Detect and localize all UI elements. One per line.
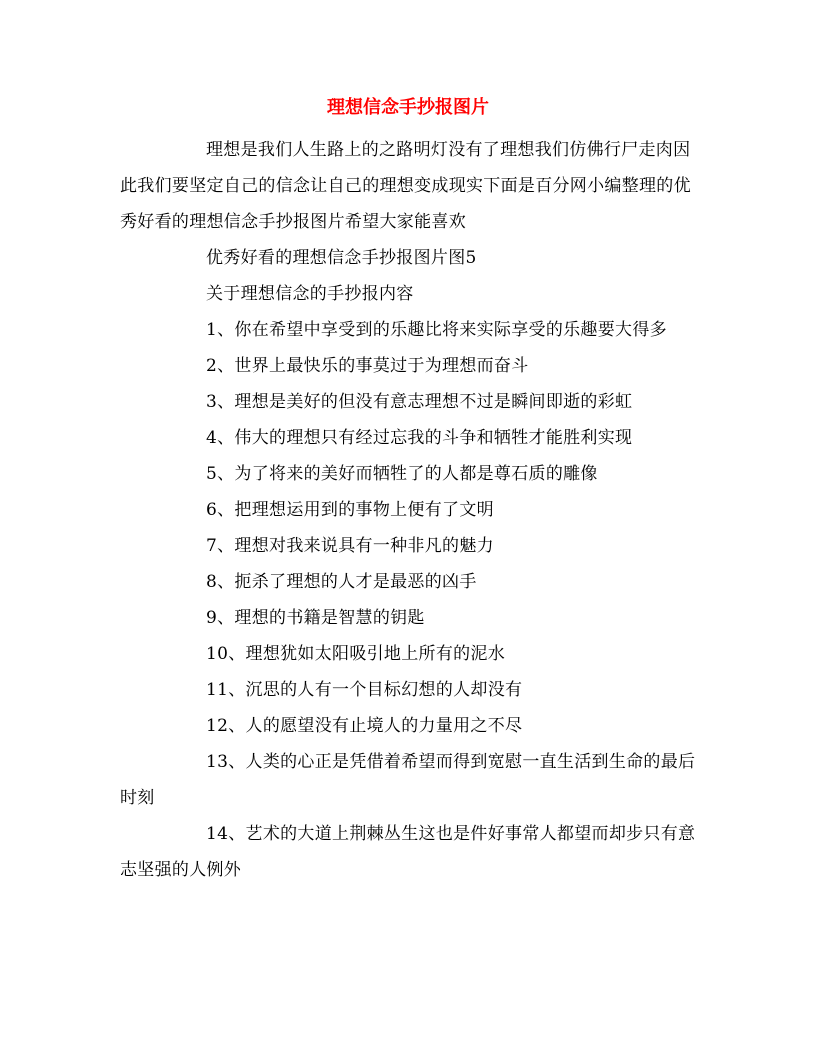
list-item: 8、扼杀了理想的人才是最恶的凶手 — [206, 572, 477, 592]
list-item: 3、理想是美好的但没有意志理想不过是瞬间即逝的彩虹 — [206, 392, 633, 412]
list-item: 14、艺术的大道上荆棘丛生这也是件好事常人都望而却步只有意志坚强的人例外 — [120, 824, 696, 880]
document-title: 理想信念手抄报图片 — [327, 97, 489, 118]
list-item: 2、世界上最快乐的事莫过于为理想而奋斗 — [206, 356, 529, 376]
document-body — [120, 132, 700, 888]
list-item: 1、你在希望中享受到的乐趣比将来实际享受的乐趣要大得多 — [206, 320, 667, 340]
list-item: 11、沉思的人有一个目标幻想的人却没有 — [206, 680, 523, 700]
section-heading: 关于理想信念的手抄报内容 — [206, 284, 414, 304]
list-item: 12、人的愿望没有止境人的力量用之不尽 — [206, 716, 523, 736]
list-item: 7、理想对我来说具有一种非凡的魅力 — [206, 536, 494, 556]
list-item: 5、为了将来的美好而牺牲了的人都是尊石质的雕像 — [206, 464, 598, 484]
intro-paragraph: 理想是我们人生路上的之路明灯没有了理想我们仿佛行尸走肉因此我们要坚定自己的信念让自己的理想变成现实下面是百分网小编整理的优秀好看的理想信念手抄报图片希望大家能喜欢 — [120, 140, 691, 232]
list-item: 9、理想的书籍是智慧的钥匙 — [206, 608, 425, 628]
list-item: 10、理想犹如太阳吸引地上所有的泥水 — [206, 644, 506, 664]
list-item: 13、人类的心正是凭借着希望而得到宽慰一直生活到生命的最后时刻 — [120, 752, 696, 808]
list-item: 6、把理想运用到的事物上便有了文明 — [206, 500, 494, 520]
list-item: 4、伟大的理想只有经过忘我的斗争和牺牲才能胜利实现 — [206, 428, 633, 448]
image-caption: 优秀好看的理想信念手抄报图片图5 — [206, 248, 477, 268]
